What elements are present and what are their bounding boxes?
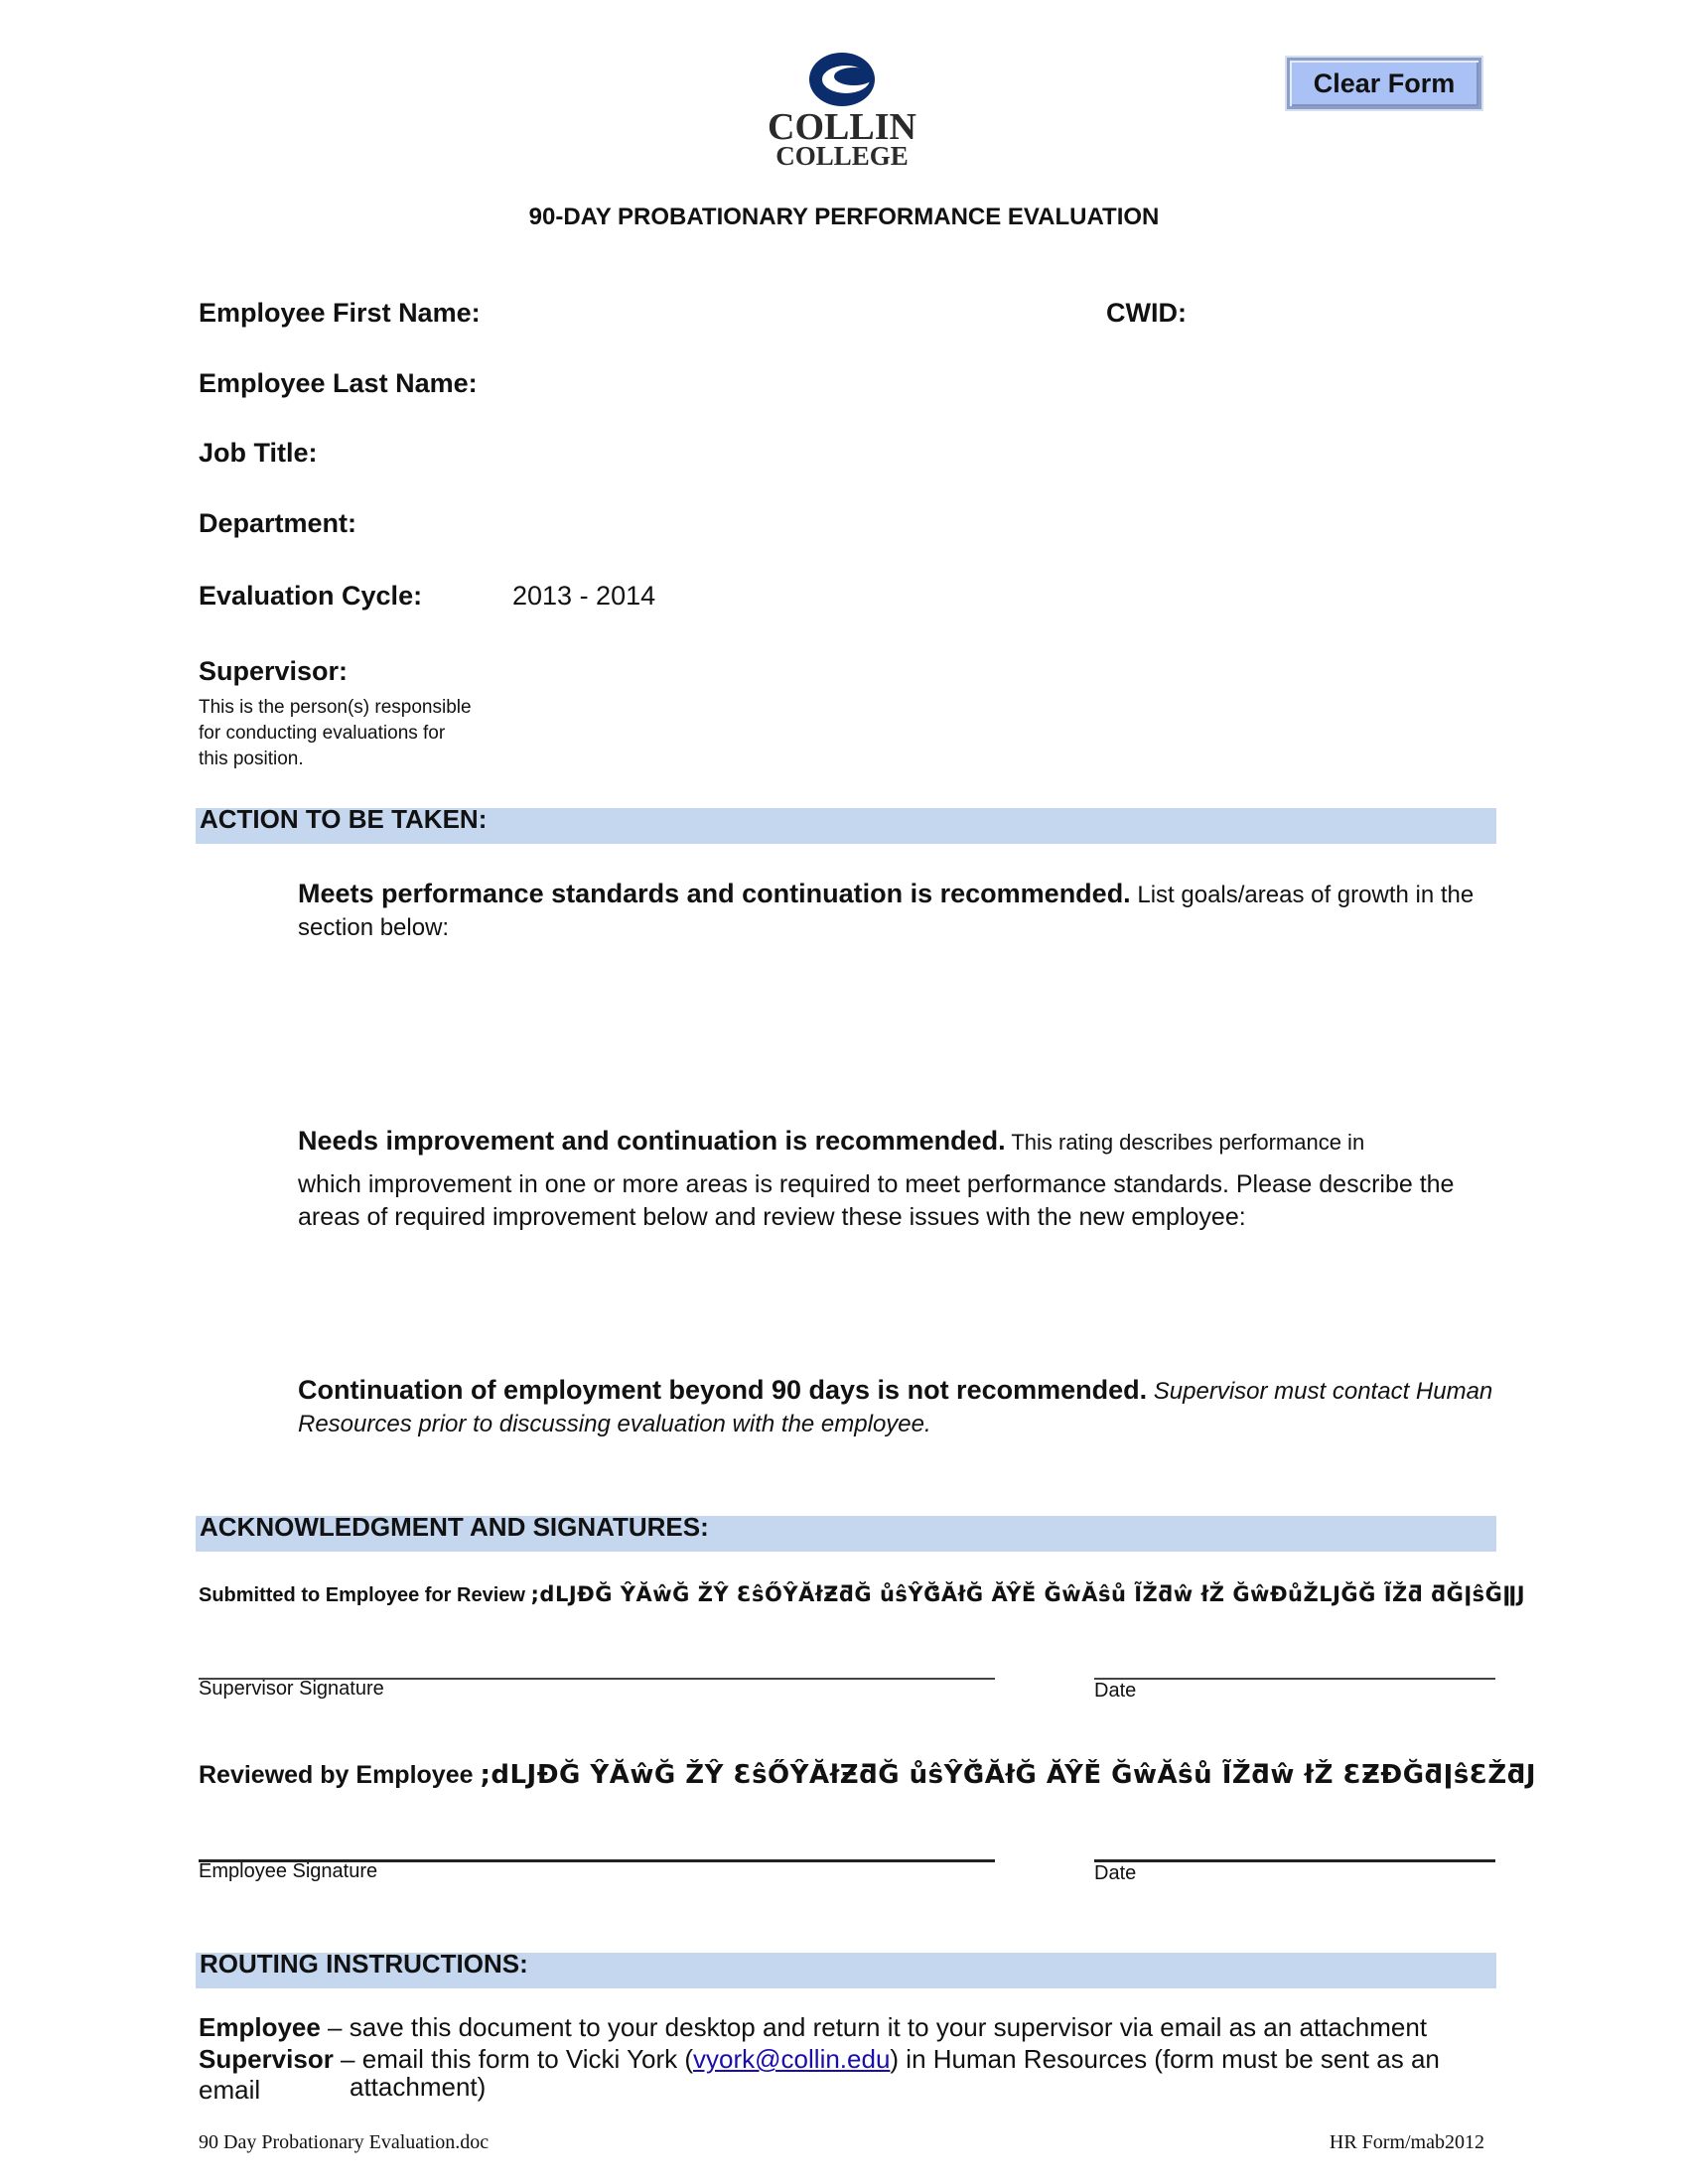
reviewed-label: Reviewed by Employee	[199, 1761, 481, 1789]
option-needs-improvement-detail: which improvement in one or more areas is required to meet performance standards. Please describe the areas of required improvement below and review these issues with the new employee:	[298, 1170, 1455, 1231]
hr-email-link[interactable]: vyork@collin.edu	[693, 2044, 891, 2074]
submitted-label: Submitted to Employee for Review	[199, 1584, 531, 1606]
routing-supervisor-line-3: attachment)	[350, 2072, 487, 2102]
reviewed-garbled-text: ;dLJĐĞ ŶĂŵĞ ŽŶ ƐŝŐŶĂłƵƌĞ ůŝŶĞ̊ĂłĞ ĂŶĚ ĞŵĂŝů ĨŽƌŵ łŽ ƐƵƉĞƌǀŝƐŽƌͿ	[480, 1760, 1537, 1790]
employee-signature-label: Employee Signature	[199, 1860, 378, 1882]
routing-employee-line	[199, 2012, 1499, 2043]
option-needs-improvement	[298, 1125, 1499, 1159]
evaluation-cycle-value[interactable]: 2013 - 2014	[512, 581, 656, 611]
supervisor-date-field[interactable]	[1094, 1623, 1495, 1677]
option-not-recommended-checkbox[interactable]	[256, 1378, 282, 1404]
supervisor-label: Supervisor:	[199, 656, 349, 686]
action-section-title: ACTION TO BE TAKEN:	[200, 804, 488, 834]
last-name-label: Employee Last Name:	[199, 368, 478, 398]
routing-supervisor-text-2: ) in Human Resources (form must be sent as an email	[199, 2044, 1440, 2105]
department-field[interactable]	[496, 506, 1489, 542]
job-title-label: Job Title:	[199, 438, 318, 468]
goals-growth-field[interactable]	[298, 953, 1499, 1102]
supervisor-help-1: This is the person(s) responsible	[199, 697, 472, 718]
supervisor-help-2: for conducting evaluations for	[199, 723, 446, 744]
option-meets-checkbox[interactable]	[256, 891, 282, 917]
reviewed-by-employee-line	[199, 1760, 1536, 1790]
routing-section-title: ROUTING INSTRUCTIONS:	[200, 1949, 528, 1979]
logo-line-2: COLLEGE	[775, 141, 909, 169]
routing-supervisor-bold: Supervisor	[199, 2044, 334, 2074]
logo-line-1: COLLIN	[768, 106, 916, 148]
submitted-to-employee-line	[199, 1582, 1525, 1607]
first-name-label: Employee First Name:	[199, 298, 481, 328]
supervisor-date-label: Date	[1094, 1680, 1137, 1702]
option-not-recommended	[298, 1374, 1499, 1440]
signatures-section-bar	[196, 1512, 1496, 1552]
supervisor-field[interactable]	[496, 654, 1489, 690]
supervisor-signature-field[interactable]	[199, 1623, 995, 1677]
employee-signature-field[interactable]	[199, 1805, 995, 1858]
form-title: 90-DAY PROBATIONARY PERFORMANCE EVALUATION	[528, 204, 1160, 230]
collin-college-logo	[767, 52, 917, 169]
option-meets-text: List goals/areas of growth in the section below:	[298, 882, 1475, 941]
action-section-bar	[196, 804, 1496, 844]
signatures-section-title: ACKNOWLEDGMENT AND SIGNATURES:	[200, 1512, 709, 1542]
option-meets-standards	[298, 878, 1499, 944]
last-name-field[interactable]	[496, 366, 1489, 402]
routing-supervisor-text-1: – email this form to Vicki York (	[333, 2044, 694, 2074]
evaluation-cycle-label: Evaluation Cycle:	[199, 581, 423, 611]
clear-form-button[interactable]: Clear Form	[1287, 58, 1481, 109]
option-needs-text-small: This rating describes performance in	[1005, 1130, 1365, 1155]
cwid-label: CWID:	[1106, 298, 1187, 328]
cwid-field[interactable]	[1201, 296, 1489, 332]
submitted-garbled-text: ;dLJĐĞ ŶĂŵĞ ŽŶ ƐŝŐŶĂłƵƌĞ ůŝŶĞ̊ĂłĞ ĂŶĚ ĞŵĂŝů ĨŽƌŵ łŽ ĞŵĐůŽLJĞĞ ĨŽƌ ƌĞǀŝĞǁͿ	[530, 1582, 1526, 1606]
routing-section-bar	[196, 1949, 1496, 1988]
option-needs-improvement-checkbox[interactable]	[256, 1130, 282, 1156]
routing-employee-text: – save this document to your desktop and return it to your supervisor via email as an attachment	[320, 2012, 1428, 2042]
first-name-field[interactable]	[496, 296, 1053, 332]
footer-form-id: HR Form/mab2012	[1329, 2131, 1484, 2153]
option-not-recommended-bold: Continuation of employment beyond 90 days is not recommended.	[298, 1375, 1148, 1405]
job-title-field[interactable]	[496, 436, 1489, 472]
required-improvement-field[interactable]	[298, 1241, 1499, 1350]
employee-date-label: Date	[1094, 1862, 1137, 1884]
option-needs-bold: Needs improvement and continuation is recommended.	[298, 1126, 1006, 1156]
department-label: Department:	[199, 508, 357, 538]
footer-document-name: 90 Day Probationary Evaluation.doc	[199, 2131, 490, 2153]
option-meets-bold: Meets performance standards and continuation is recommended.	[298, 879, 1131, 908]
supervisor-signature-label: Supervisor Signature	[199, 1678, 384, 1700]
employee-date-field[interactable]	[1094, 1805, 1495, 1858]
routing-employee-bold: Employee	[199, 2012, 321, 2042]
employee-date-line	[1094, 1859, 1495, 1862]
option-not-recommended-italic: Supervisor must contact Human Resources prior to discussing evaluation with the employee.	[298, 1378, 1493, 1437]
supervisor-help-3: this position.	[199, 749, 304, 769]
supervisor-date-line	[1094, 1678, 1495, 1680]
